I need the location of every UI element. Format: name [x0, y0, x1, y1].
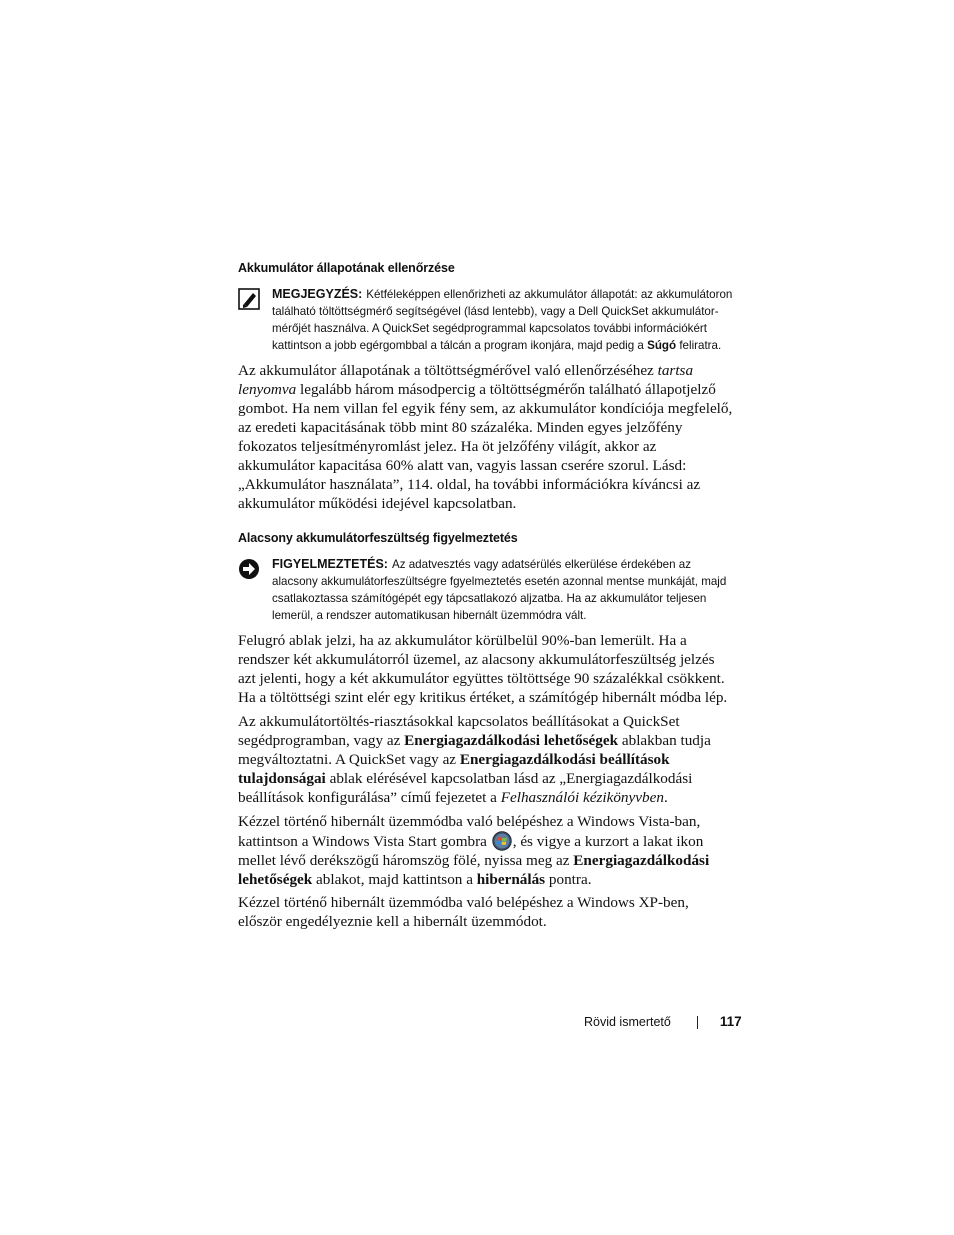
warning-text-line: Az adatvesztés vagy adatsérülés elkerülése érdekében az: [391, 558, 692, 571]
italic-run: Felhasználói kézikönyvben: [500, 789, 664, 806]
text-line: először engedélyeznie kell a hibernált üzemmódot.: [238, 913, 547, 930]
text-run: ablakban tudja: [621, 732, 711, 749]
paragraph-popup: [238, 631, 740, 707]
text-run: ablakot, majd kattintson a: [316, 871, 473, 888]
windows-start-icon: [492, 831, 512, 851]
page-footer: [584, 1014, 742, 1029]
warning-arrow-icon: [238, 558, 260, 580]
note-text-line: mérőjét használva. A QuickSet segédprogrammal kapcsolatos további információkért: [272, 322, 707, 335]
italic-run: tartsa: [657, 362, 694, 379]
bold-term: Energiagazdálkodási: [573, 852, 710, 869]
text-line: azt jelenti, hogy a két akkumulátor együttes töltöttsége 90 százalékkal csökkent.: [238, 670, 725, 687]
bold-term: hibernálás: [476, 871, 546, 888]
note-text-line: Kétféleképpen ellenőrizheti az akkumulátor állapotát: az akkumulátoron: [366, 288, 733, 301]
footer-divider: [697, 1016, 698, 1029]
pencil-note-icon: [238, 288, 260, 310]
bold-term: tulajdonságai: [238, 770, 326, 787]
text-line: Kézzel történő hibernált üzemmódba való belépéshez a Windows Vista-ban,: [238, 813, 701, 830]
bold-term: Energiagazdálkodási beállítások: [459, 751, 670, 768]
text-run: .: [663, 789, 668, 806]
text-line: az eredeti kapacitásának több mint 80 százaléka. Minden egyes jelzőfény: [238, 419, 683, 436]
text-line: akkumulátor kapacitása 60% alatt van, vagyis lassan cserére szorul. Lásd:: [238, 457, 687, 474]
text-line: Kézzel történő hibernált üzemmódba való belépéshez a Windows XP-ben,: [238, 894, 689, 911]
text-line: Ha a töltöttségi szint elér egy kritikus értéket, a számítógép hibernált módba lép.: [238, 689, 728, 706]
section-heading-low-battery: Alacsony akkumulátorfeszültség figyelmeztetés: [238, 531, 518, 545]
text-run: ablak elérésével kapcsolatban lásd az „Energiagazdálkodási: [329, 770, 693, 787]
note-label: MEGJEGYZÉS:: [272, 287, 363, 301]
warning-text-line: csatlakoztassa számítógépét egy tápcsatlakozó aljzatba. Ha az akkumulátor teljesen: [272, 592, 707, 605]
note-text-line: kattintson a jobb egérgombbal a tálcán a program ikonjára, majd pedig a: [272, 339, 644, 352]
warning-block: [238, 556, 738, 624]
text-run: legalább három másodpercig a töltöttségmérőn található állapotjelző: [300, 381, 716, 398]
text-run: megváltoztatni. A QuickSet vagy az: [238, 751, 457, 768]
warning-text-line: lemerül, a rendszer automatikusan hibernált üzemmódra vált.: [272, 609, 587, 622]
paragraph-battery-check: [238, 361, 740, 513]
text-line: „Akkumulátor használata”, 114. oldal, ha további információkra kíváncsi az: [238, 476, 701, 493]
note-text-line: található töltöttségmérő segítségével (lásd lentebb), vagy a Dell QuickSet akkumulátor-: [272, 305, 719, 318]
bold-term: Energiagazdálkodási lehetőségek: [404, 732, 619, 749]
note-text-line: feliratra.: [679, 339, 722, 352]
section-heading-battery-check: Akkumulátor állapotának ellenőrzése: [238, 261, 455, 275]
paragraph-vista: [238, 812, 740, 889]
text-line: Felugró ablak jelzi, ha az akkumulátor körülbelül 90%-ban lemerült. Ha a: [238, 632, 687, 649]
warning-text-line: alacsony akkumulátorfeszültségre fgyelmeztetés esetén azonnal mentse munkáját, majd: [272, 575, 727, 588]
text-run: Az akkumulátor állapotának a töltöttségmérővel való ellenőrzéséhez: [238, 362, 654, 379]
text-line: Az akkumulátortöltés-riasztásokkal kapcsolatos beállításokat a QuickSet: [238, 713, 680, 730]
warning-label: FIGYELMEZTETÉS:: [272, 557, 388, 571]
page-number: 117: [719, 1014, 742, 1029]
text-run: pontra.: [548, 871, 592, 888]
text-line: akkumulátor működési idejével kapcsolatban.: [238, 495, 517, 512]
note-help-term: Súgó: [647, 339, 677, 352]
bold-term: lehetőségek: [238, 871, 313, 888]
note-block: [238, 286, 738, 354]
footer-section-title: Rövid ismertető: [584, 1015, 671, 1029]
text-run: , és vigye a kurzort a lakat ikon: [512, 833, 704, 850]
text-line: fokozatos teljesítményromlást jelez. Ha öt jelzőfény világít, akkor az: [238, 438, 657, 455]
text-run: kattintson a Windows Vista Start gombra: [238, 833, 487, 850]
italic-run: lenyomva: [238, 381, 297, 398]
text-run: beállítások konfigurálása” című fejezetet a: [238, 789, 497, 806]
text-line: rendszer két akkumulátorról üzemel, az alacsony akkumulátorfeszültség jelzés: [238, 651, 715, 668]
text-line: gombot. Ha nem villan fel egyik fény sem, az akkumulátor kondíciója megfelelő,: [238, 400, 733, 417]
paragraph-settings: [238, 712, 740, 807]
text-run: segédprogramban, vagy az: [238, 732, 401, 749]
paragraph-xp: [238, 893, 740, 931]
text-run: mellet lévő derékszögű háromszög fölé, nyissa meg az: [238, 852, 570, 869]
